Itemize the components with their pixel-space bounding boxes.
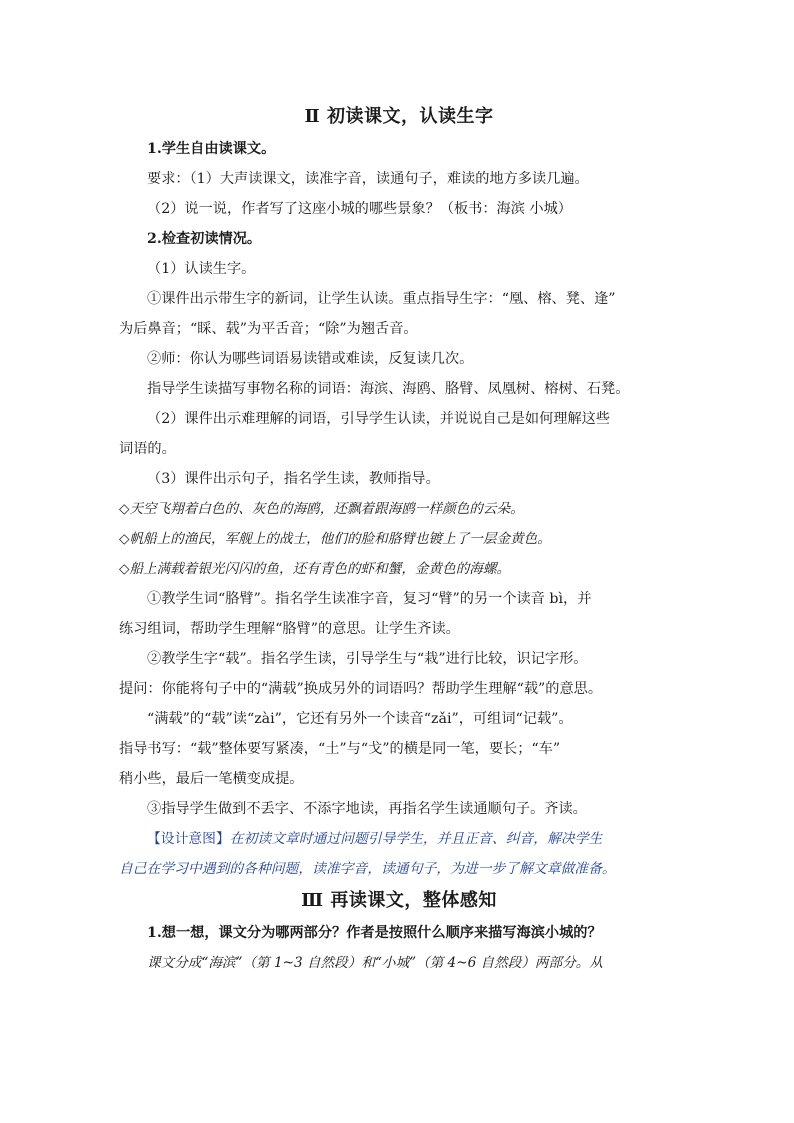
example-sentence: ◇船上满载着银光闪闪的鱼，还有青色的虾和蟹，金黄色的海螺。 xyxy=(119,561,511,577)
example-sentence: ◇帆船上的渔民，军舰上的战士，他们的脸和胳臂也镀上了一层金黄色。 xyxy=(119,531,551,547)
section-title-3: Ⅲ 再读课文，整体感知 xyxy=(301,890,497,911)
design-intent-tag: 【设计意图】 xyxy=(147,831,230,847)
paragraph: 词语的。 xyxy=(119,441,176,457)
paragraph: 练习组词，帮助学生理解“胳臂”的意思。让学生齐读。 xyxy=(119,621,460,637)
paragraph: ②师：你认为哪些词语易读错或难读，反复读几次。 xyxy=(147,351,474,367)
paragraph: “满载”的“载”读“zài”，它还有另外一个读音“zǎi”，可组词“记载”。 xyxy=(147,711,573,727)
question-heading: 1.想一想，课文分为哪两部分？作者是按照什么顺序来描写海滨小城的？ xyxy=(147,925,602,941)
paragraph: 要求：（1）大声读课文，读准字音，读通句子，难读的地方多读几遍。 xyxy=(147,171,589,187)
design-intent-continued: 自己在学习中遇到的各种问题，读准字音，读通句子，为进一步了解文章做准备。 xyxy=(119,861,616,877)
paragraph: 为后鼻音；“睬、载”为平舌音；“除”为翘舌音。 xyxy=(119,321,418,337)
step-heading-2: 2.检查初读情况。 xyxy=(147,231,262,247)
paragraph: （2）说一说，作者写了这座小城的哪些景象？（板书：海滨 小城） xyxy=(147,201,572,217)
paragraph: 指导学生读描写事物名称的词语：海滨、海鸥、胳臂、凤凰树、榕树、石凳。 xyxy=(147,381,630,397)
step-heading-1: 1.学生自由读课文。 xyxy=(147,141,276,157)
paragraph: 课文分成“海滨”（第 1~3 自然段）和“小城”（第 4~6 自然段）两部分。从 xyxy=(147,955,603,971)
paragraph: （3）课件出示句子，指名学生读，教师指导。 xyxy=(147,471,440,487)
paragraph: 指导书写：“载”整体要写紧凑，“土”与“戈”的横是同一笔，要长；“车” xyxy=(119,741,561,757)
paragraph: 提问：你能将句子中的“满载”换成另外的词语吗？帮助学生理解“载”的意思。 xyxy=(119,681,603,697)
paragraph: ①课件出示带生字的新词，让学生认读。重点指导生字：“凰、榕、凳、逢” xyxy=(147,291,616,307)
design-intent xyxy=(119,824,679,854)
paragraph: ③指导学生做到不丢字、不添字地读，再指名学生读通顺句子。齐读。 xyxy=(147,801,587,817)
paragraph: 稍小些，最后一笔横变成提。 xyxy=(119,771,304,787)
example-sentence: ◇天空飞翔着白色的、灰色的海鸥，还飘着跟海鸥一样颜色的云朵。 xyxy=(119,501,524,517)
paragraph: ②教学生字“载”。指名学生读，引导学生与“栽”进行比较，识记字形。 xyxy=(147,651,588,667)
paragraph: （2）课件出示难理解的词语，引导学生认读，并说说自己是如何理解这些 xyxy=(147,411,611,427)
paragraph: （1）认读生字。 xyxy=(147,261,256,277)
page-content xyxy=(119,100,679,978)
paragraph: ①教学生词“胳臂”。指名学生读准字音，复习“臂”的另一个读音 bì，并 xyxy=(147,591,592,607)
section-title-2: Ⅱ 初读课文，认读生字 xyxy=(304,106,494,127)
design-intent-text: 在初读文章时通过问题引导学生，并且正音、纠音，解决学生 xyxy=(229,831,603,847)
